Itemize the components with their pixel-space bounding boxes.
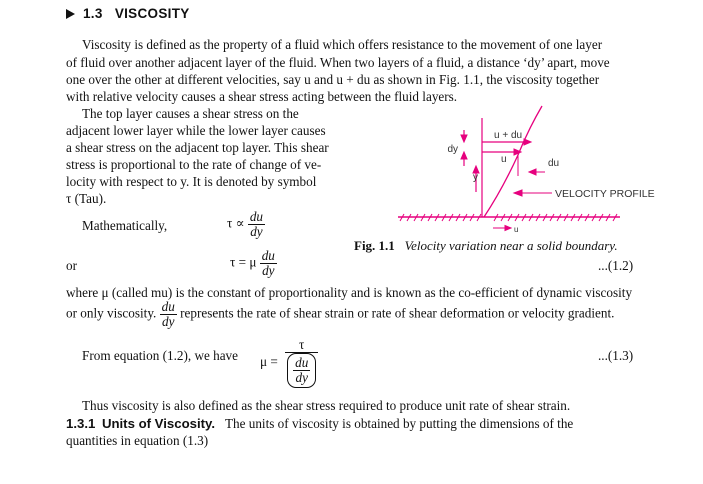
para2-line-5: locity with respect to y. It is denoted by symbol bbox=[66, 174, 317, 189]
para1-line-3: one over the other at different velocities, say u and u + du as shown in Fig. 1.1, the viscosity together bbox=[66, 72, 600, 87]
label-dy: dy bbox=[447, 144, 458, 155]
para2-line-3: a shear stress on the adjacent top layer. This shear bbox=[66, 140, 329, 155]
math1-fraction bbox=[248, 210, 265, 239]
para4-den: dy bbox=[162, 313, 175, 329]
para4-post: represents the rate of shear strain or rate of shear deformation or velocity gradient. bbox=[180, 305, 615, 321]
math1-den: dy bbox=[250, 223, 263, 239]
para4-fraction bbox=[160, 300, 177, 329]
para2-line-6: τ (Tau). bbox=[66, 191, 107, 206]
caption-number: Fig. 1.1 bbox=[354, 238, 395, 253]
para3: where μ (called mu) is the constant of proportionality and is known as the co-efficient of dynamic viscosity bbox=[66, 285, 633, 300]
subsection-text: The units of viscosity is obtained by putting the dimensions of the bbox=[224, 416, 574, 431]
para4 bbox=[66, 300, 614, 329]
figure-caption bbox=[354, 238, 618, 254]
para4-pre: or only viscosity. bbox=[66, 305, 157, 321]
label-velocity-profile: VELOCITY PROFILE bbox=[555, 188, 655, 200]
section-heading bbox=[66, 6, 190, 21]
label-u-small: u bbox=[514, 225, 519, 234]
para2-line-1: The top layer causes a shear stress on the bbox=[82, 106, 299, 121]
caption-text: Velocity variation near a solid boundary. bbox=[404, 238, 618, 253]
math3-fraction bbox=[285, 338, 318, 388]
para1-line-1: Viscosity is defined as the property of a fluid which offers resistance to the movement of one layer bbox=[82, 37, 603, 52]
math3-expression bbox=[260, 338, 318, 388]
math1-num: du bbox=[249, 209, 264, 224]
para2-line-4: stress is proportional to the rate of change of ve- bbox=[66, 157, 322, 172]
math1-label: Mathematically, bbox=[82, 218, 168, 233]
subsection bbox=[66, 416, 573, 432]
para6: quantities in equation (1.3) bbox=[66, 433, 209, 448]
para1-line-2: of fluid over another adjacent layer of the fluid. When two layers of a fluid, a distance ‘dy’ apart, move bbox=[66, 55, 610, 70]
math3-den bbox=[285, 353, 318, 388]
label-du: du bbox=[548, 158, 560, 169]
math3-lhs: μ = bbox=[260, 353, 278, 369]
section-number: 1.3 bbox=[83, 6, 103, 21]
math2-label: or bbox=[66, 258, 77, 273]
math2-lhs: τ = μ bbox=[230, 254, 257, 270]
math3-num: τ bbox=[285, 338, 318, 353]
subsection-title: Units of Viscosity. bbox=[101, 416, 216, 431]
label-y: y bbox=[473, 172, 478, 183]
velocity-profile-curve bbox=[484, 106, 542, 217]
math2-fraction bbox=[260, 249, 277, 278]
math3-inner-num: du bbox=[295, 354, 309, 370]
arrow-head bbox=[524, 139, 531, 145]
math1-expression bbox=[227, 210, 265, 239]
para1-line-4: with relative velocity causes a shear stress acting between the fluid layers. bbox=[66, 89, 458, 104]
math3-inner-paren bbox=[287, 353, 316, 388]
para4-num: du bbox=[161, 299, 175, 314]
para5: Thus viscosity is also defined as the shear stress required to produce unit rate of shear strain. bbox=[82, 398, 571, 413]
math2-num: du bbox=[261, 248, 275, 263]
para2-line-2: adjacent lower layer while the lower layer causes bbox=[66, 123, 326, 138]
bullet-triangle-icon bbox=[66, 9, 75, 19]
subsection-number: 1.3.1 bbox=[66, 416, 96, 431]
section-title: VISCOSITY bbox=[114, 6, 190, 21]
math1-lhs: τ ∝ bbox=[227, 215, 245, 231]
velocity-profile-figure bbox=[390, 100, 680, 235]
label-u-du: u + du bbox=[494, 130, 523, 141]
math2-expression bbox=[230, 249, 277, 278]
math2-den: dy bbox=[262, 262, 275, 278]
math3-inner-fraction bbox=[293, 356, 310, 385]
math3-label: From equation (1.2), we have bbox=[82, 348, 239, 363]
equation-number-1-2: ...(1.2) bbox=[598, 258, 634, 273]
equation-number-1-3: ...(1.3) bbox=[598, 348, 634, 363]
label-u: u bbox=[501, 154, 507, 165]
math3-inner-den: dy bbox=[295, 369, 308, 385]
